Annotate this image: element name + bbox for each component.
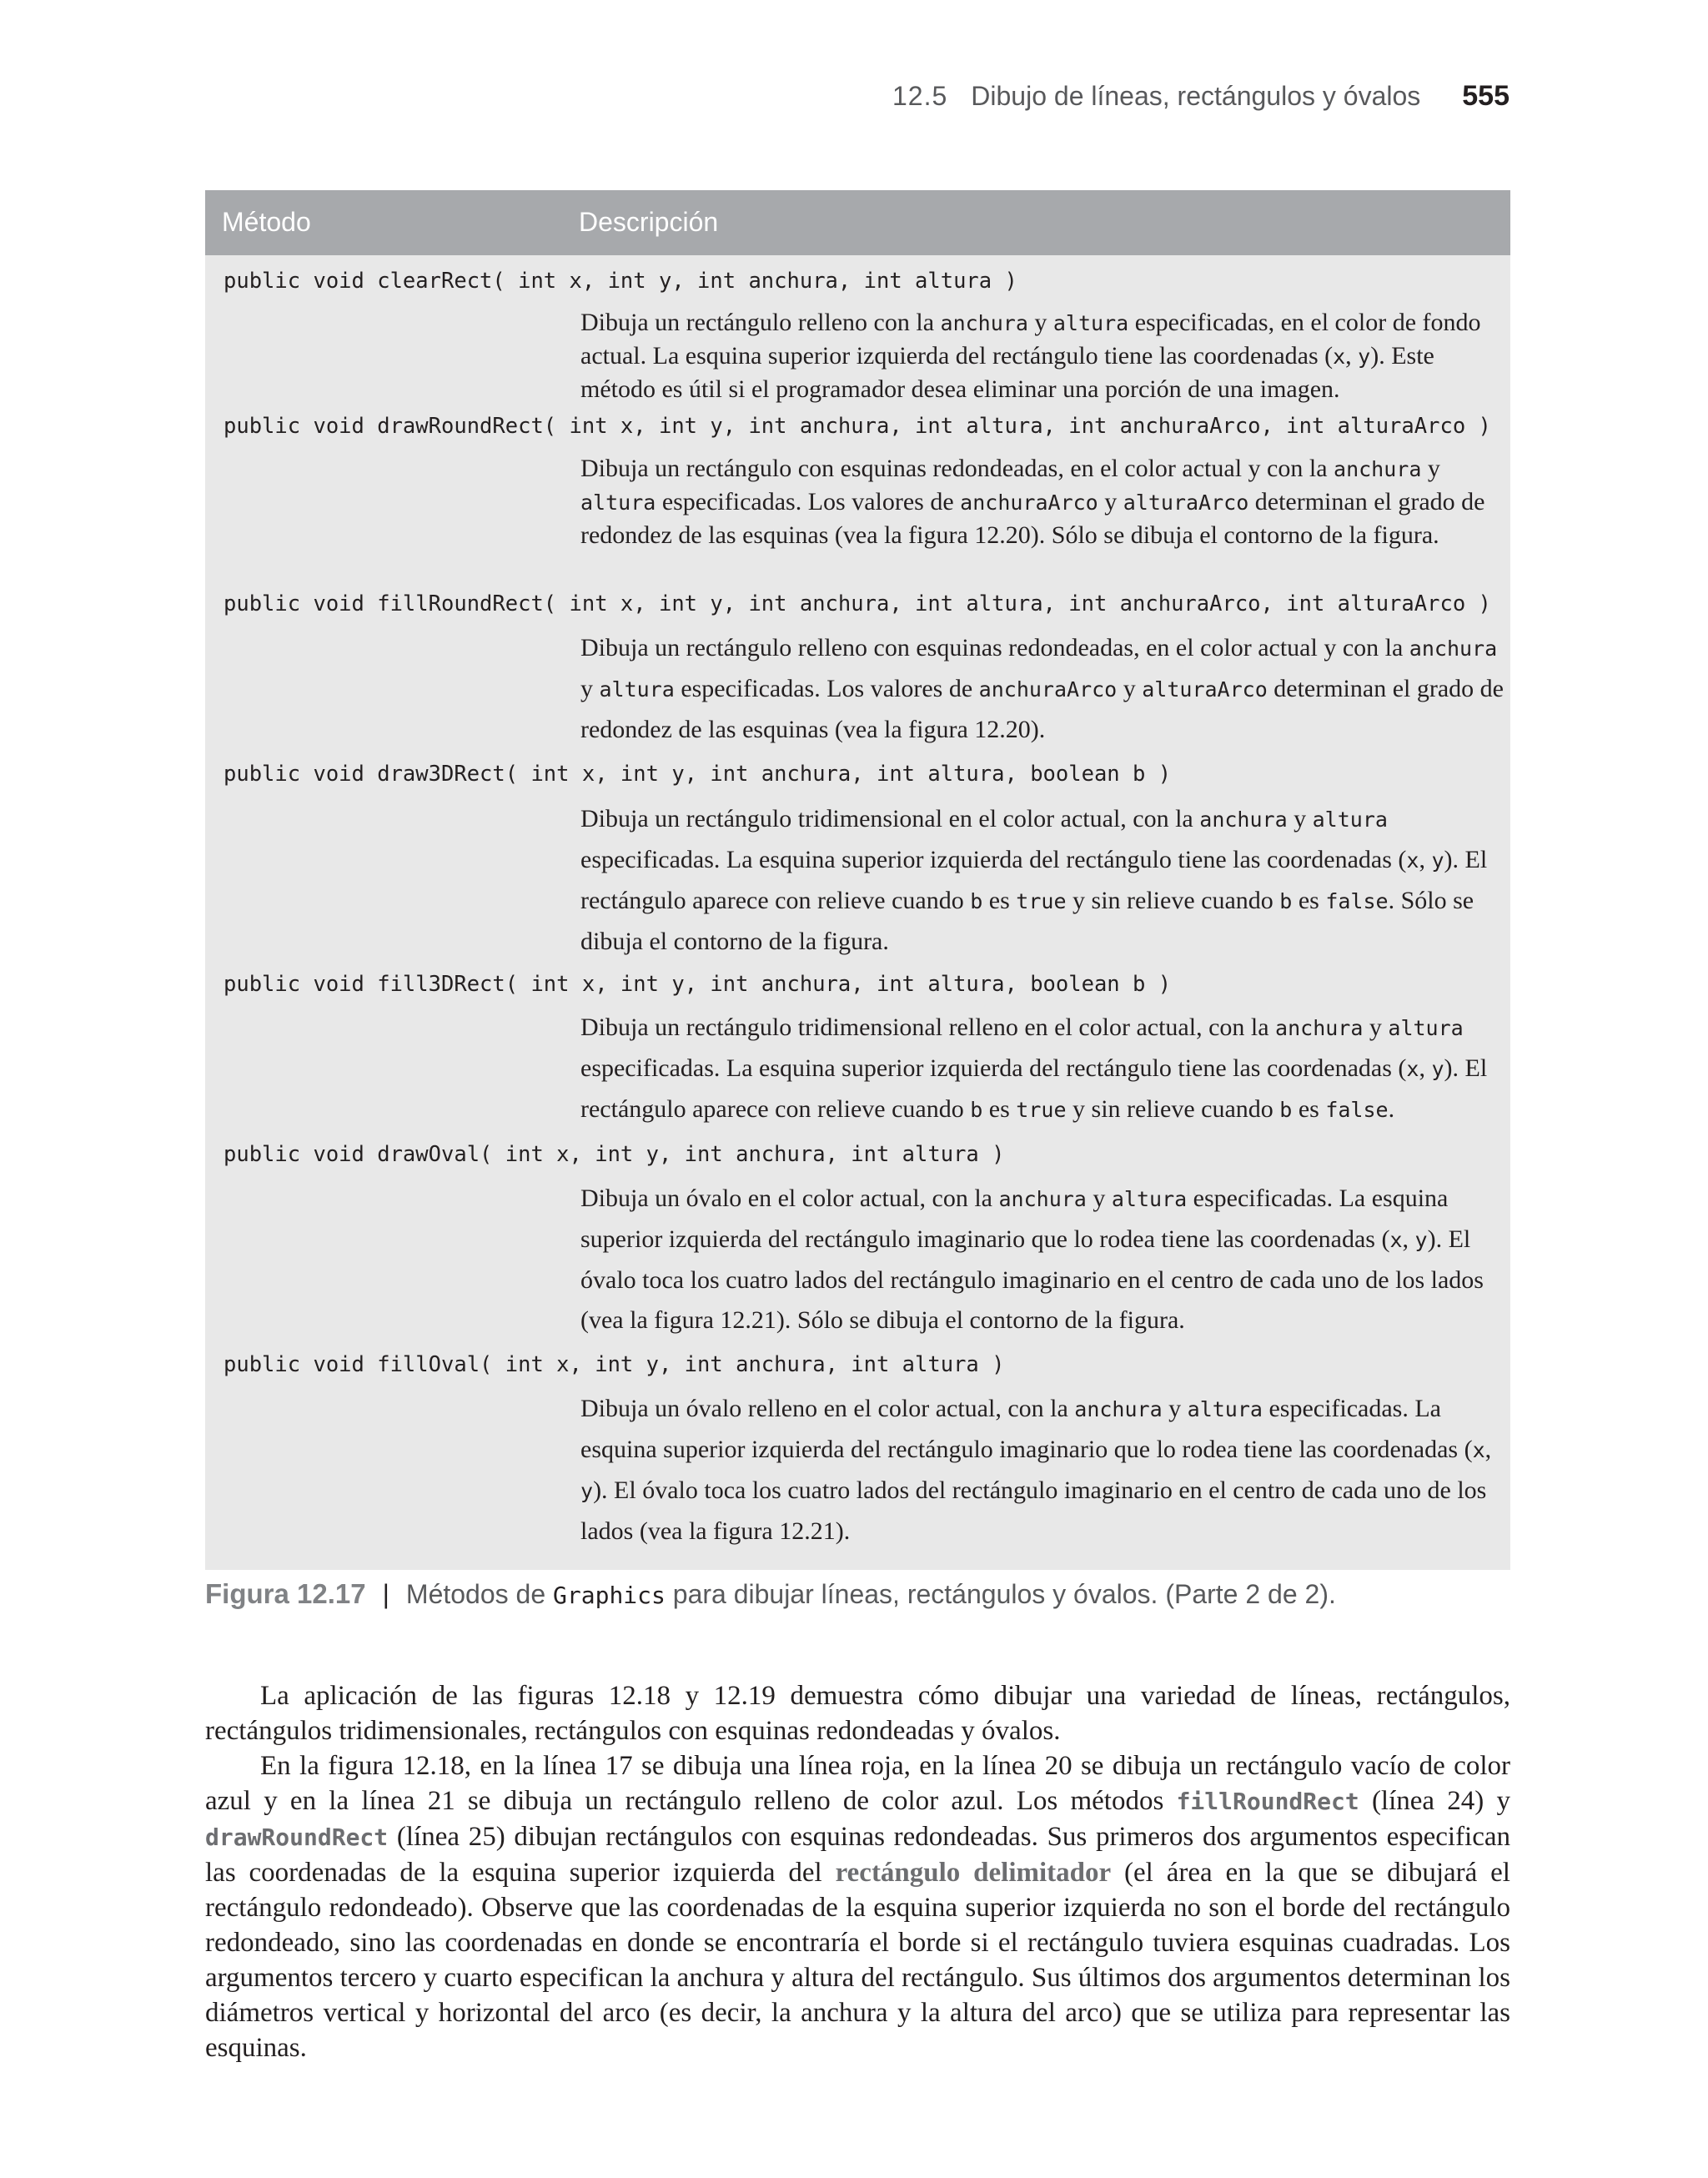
figure-caption: [205, 1578, 1515, 1610]
description-text: y: [1363, 1014, 1389, 1041]
method-signature: public void clearRect( int x, int y, int anchura, int altura ): [224, 269, 1017, 294]
header-method: Método: [222, 207, 311, 237]
description-text: Dibuja un rectángulo tridimensional en el color actual, con la: [580, 805, 1200, 832]
page-number: 555: [1462, 80, 1510, 112]
inline-code: anchura: [1074, 1397, 1163, 1421]
caption-separator: |: [382, 1579, 389, 1609]
description-text: Dibuja un óvalo en el color actual, con la: [580, 1185, 999, 1212]
inline-code: y: [1358, 345, 1371, 369]
description-text: ). Este método es útil si el programador desea eliminar una porción de una imagen.: [580, 342, 1434, 403]
table-header: [205, 190, 1510, 255]
inline-code: false: [1325, 1098, 1389, 1122]
caption-code: Graphics: [553, 1582, 666, 1609]
inline-code: anchura: [1409, 636, 1498, 661]
inline-code: true: [1016, 889, 1067, 913]
method-description: [580, 1179, 1506, 1341]
inline-code: anchuraArco: [978, 677, 1118, 702]
keyword-drawroundrect: drawRoundRect: [205, 1823, 389, 1851]
method-description: [580, 1008, 1506, 1130]
description-text: y: [1117, 675, 1143, 702]
description-text: es: [1292, 1095, 1326, 1123]
description-text: ). El óvalo toca los cuatro lados del rectángulo imaginario en el centro de cada uno de los lados (vea la figura 12.21). Sólo se dibuja el contorno de la figura.: [580, 1225, 1484, 1334]
description-text: y sin relieve cuando: [1066, 887, 1280, 914]
inline-code: altura: [599, 677, 675, 702]
description-text: es: [982, 1095, 1017, 1123]
description-text: y: [580, 675, 600, 702]
description-text: especificadas. La esquina superior izquierda del rectángulo imaginario que lo rodea tiene las coordenadas (: [580, 1185, 1449, 1253]
description-text: es: [1292, 887, 1326, 914]
inline-code: true: [1016, 1098, 1067, 1122]
paragraph-2: [205, 1748, 1510, 2065]
caption-text-before: Métodos de: [405, 1579, 554, 1609]
caption-text-after: para dibujar líneas, rectángulos y óvalos. (Parte 2 de 2).: [665, 1579, 1336, 1609]
method-description: [580, 628, 1506, 750]
inline-code: b: [970, 1098, 983, 1122]
description-text: y: [1098, 488, 1123, 516]
description-text: Dibuja un rectángulo relleno con la: [580, 309, 941, 336]
method-signature: public void fillRoundRect( int x, int y, int anchura, int altura, int anchuraArco, int alturaArco ): [224, 591, 1491, 616]
description-text: es: [982, 887, 1017, 914]
inline-code: x: [1472, 1438, 1485, 1462]
description-text: y: [1287, 805, 1313, 832]
description-text: especificadas. La esquina superior izquierda del rectángulo imaginario que lo rodea tiene las coordenadas (: [580, 1395, 1473, 1463]
method-description: [580, 306, 1506, 405]
header-description: Descripción: [579, 207, 719, 237]
description-text: especificadas. La esquina superior izquierda del rectángulo tiene las coordenadas (: [580, 846, 1407, 873]
inline-code: altura: [1312, 807, 1388, 832]
inline-code: x: [1389, 1228, 1403, 1252]
inline-code: anchura: [1334, 457, 1422, 481]
body-text: [205, 1678, 1510, 2065]
description-text: determinan el grado de redondez de las esquinas (vea la figura 12.20).: [580, 675, 1504, 743]
paragraph-1: La aplicación de las figuras 12.18 y 12.19 demuestra cómo dibujar una variedad de líneas, rectángulos, rectángulos tridimensionales, rectángulos con esquinas redondeadas y óvalos.: [205, 1681, 1510, 1746]
inline-code: anchura: [940, 311, 1028, 335]
description-text: especificadas, en el color de fondo actual. La esquina superior izquierda del rectángulo tiene las coordenadas (: [580, 309, 1481, 370]
description-text: ). El rectángulo aparece con relieve cuando: [580, 1054, 1488, 1123]
inline-code: altura: [1388, 1016, 1464, 1040]
description-text: ,: [1419, 1054, 1432, 1082]
method-signature: public void drawRoundRect( int x, int y, int anchura, int altura, int anchuraArco, int alturaArco ): [224, 414, 1491, 439]
running-head: [867, 80, 1510, 122]
description-text: y sin relieve cuando: [1066, 1095, 1280, 1123]
method-signature: public void fill3DRect( int x, int y, int anchura, int altura, boolean b ): [224, 972, 1172, 997]
inline-code: b: [1279, 1098, 1293, 1122]
description-text: ,: [1345, 342, 1359, 370]
inline-code: altura: [1052, 311, 1129, 335]
inline-code: anchura: [998, 1187, 1087, 1211]
inline-code: b: [1279, 889, 1293, 913]
inline-code: altura: [580, 490, 656, 515]
section-number: 12.5: [892, 81, 948, 111]
inline-code: b: [970, 889, 983, 913]
inline-code: alturaArco: [1123, 490, 1249, 515]
p2-text: (línea 24) y: [1359, 1786, 1511, 1816]
description-text: ,: [1484, 1436, 1492, 1463]
method-signature: public void drawOval( int x, int y, int anchura, int altura ): [224, 1142, 1005, 1167]
inline-code: anchuraArco: [960, 490, 1098, 515]
inline-code: y: [1431, 848, 1444, 873]
inline-code: y: [580, 1479, 594, 1503]
p2-text: (el área en la que se dibujará el rectángulo redondeado). Observe que las coordenadas de la esquina superior izquierda no son el borde del rectángulo redondeado, sino las coordenadas en donde se encontraría el borde si el rectángulo tuviera esquinas cuadradas. Los argumentos tercero y cuarto especifican la anchura y altura del rectángulo. Sus últimos dos argumentos determinan los diámetros vertical y horizontal del arco (es decir, la anchura y la altura del arco) que se utiliza para representar las esquinas.: [205, 1858, 1510, 2063]
description-text: ,: [1402, 1225, 1415, 1253]
inline-code: anchura: [1275, 1016, 1364, 1040]
description-text: Dibuja un óvalo relleno en el color actual, con la: [580, 1395, 1075, 1422]
inline-code: x: [1406, 848, 1419, 873]
description-text: ). El óvalo toca los cuatro lados del rectángulo imaginario en el centro de cada uno de los lados (vea la figura 12.21).: [580, 1476, 1487, 1545]
inline-code: y: [1414, 1228, 1428, 1252]
p2-text: En la figura 12.18, en la línea 17 se dibuja una línea roja, en la línea 20 se dibuja un rectángulo vacío de color azul y en la línea 21 se dibuja un rectángulo relleno de color azul. Los métodos: [205, 1751, 1510, 1816]
description-text: y: [1421, 455, 1440, 482]
inline-code: alturaArco: [1142, 677, 1268, 702]
inline-code: y: [1431, 1057, 1444, 1081]
keyword-fillroundrect: fillRoundRect: [1176, 1788, 1359, 1815]
method-description: [580, 1389, 1506, 1552]
description-text: .: [1388, 1095, 1395, 1123]
term-bounding-rectangle: rectángulo delimitador: [835, 1858, 1112, 1888]
description-text: y: [1086, 1185, 1112, 1212]
section-title: Dibujo de líneas, rectángulos y óvalos: [971, 81, 1421, 111]
description-text: Dibuja un rectángulo con esquinas redondeadas, en el color actual y con la: [580, 455, 1334, 482]
inline-code: x: [1406, 1057, 1419, 1081]
method-description: [580, 452, 1506, 551]
method-signature: public void fillOval( int x, int y, int anchura, int altura ): [224, 1352, 1005, 1377]
description-text: ). El rectángulo aparece con relieve cuando: [580, 846, 1488, 914]
description-text: y: [1162, 1395, 1188, 1422]
description-text: y: [1027, 309, 1053, 336]
figure-label: Figura 12.17: [205, 1578, 366, 1609]
method-description: [580, 799, 1506, 962]
description-text: determinan el grado de redondez de las esquinas (vea la figura 12.20). Sólo se dibuja el contorno de la figura.: [580, 488, 1485, 549]
description-text: . Sólo se dibuja el contorno de la figura.: [580, 887, 1474, 955]
p2-text: (línea 25) dibujan rectángulos con esquinas redondeadas. Sus primeros dos argumentos especifican las coordenadas de la esquina superior izquierda del: [205, 1822, 1510, 1888]
inline-code: x: [1333, 345, 1346, 369]
description-text: Dibuja un rectángulo relleno con esquinas redondeadas, en el color actual y con la: [580, 634, 1409, 661]
description-text: ,: [1419, 846, 1432, 873]
inline-code: altura: [1111, 1187, 1188, 1211]
inline-code: altura: [1187, 1397, 1263, 1421]
inline-code: anchura: [1199, 807, 1288, 832]
description-text: Dibuja un rectángulo tridimensional relleno en el color actual, con la: [580, 1014, 1276, 1041]
method-signature: public void draw3DRect( int x, int y, int anchura, int altura, boolean b ): [224, 762, 1172, 787]
description-text: especificadas. Los valores de: [674, 675, 979, 702]
description-text: especificadas. Los valores de: [656, 488, 961, 516]
description-text: especificadas. La esquina superior izquierda del rectángulo tiene las coordenadas (: [580, 1054, 1407, 1082]
inline-code: false: [1325, 889, 1389, 913]
methods-table: [205, 190, 1510, 1570]
